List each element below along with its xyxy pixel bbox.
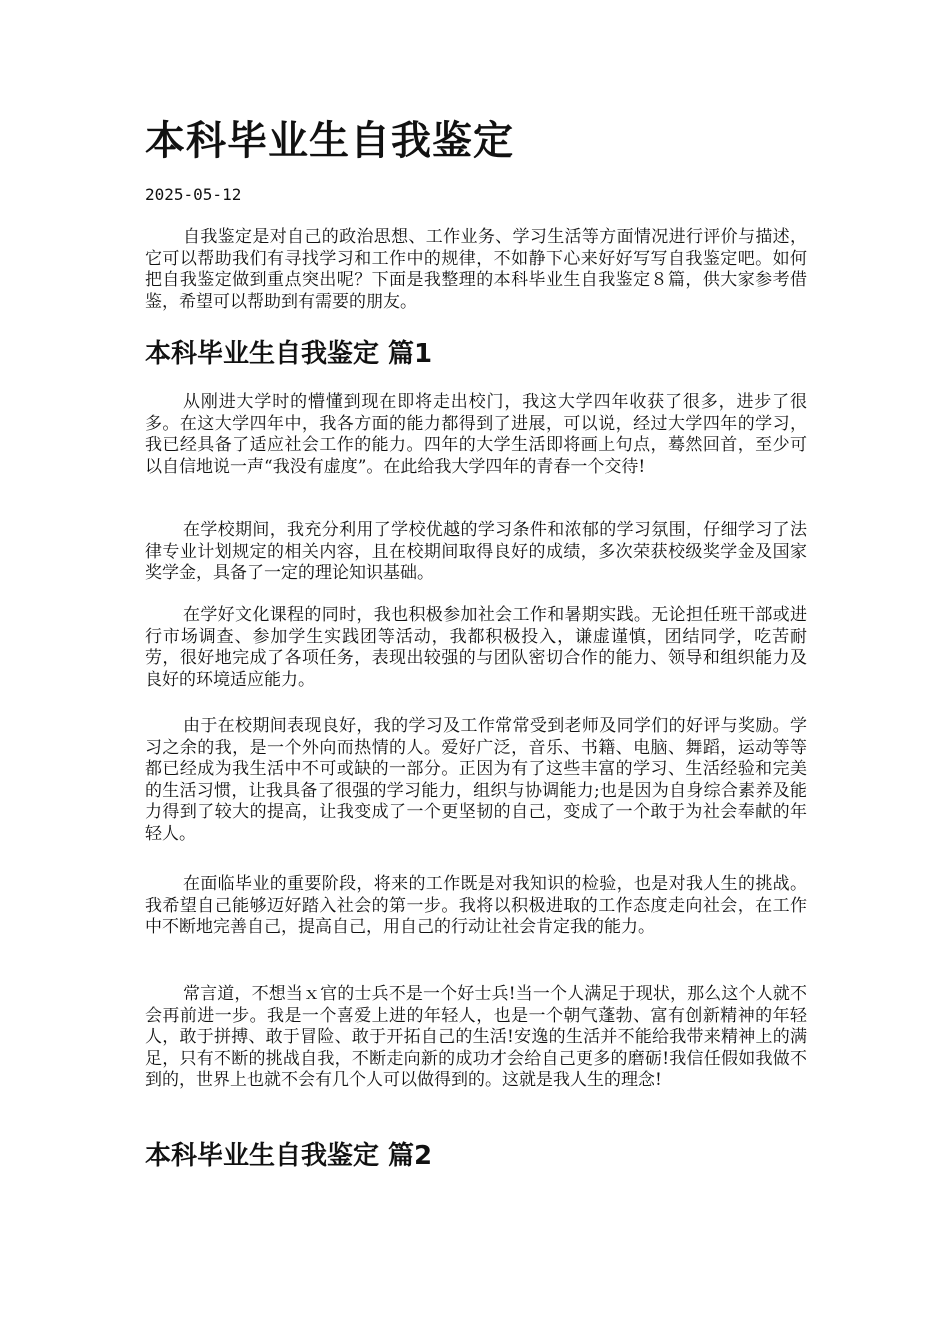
section-heading-2: 本科毕业生自我鉴定 篇2 (145, 1141, 433, 1171)
section-heading-1: 本科毕业生自我鉴定 篇1 (145, 339, 433, 369)
document-title: 本科毕业生自我鉴定 (145, 118, 514, 164)
section-1-paragraph-6: 常言道，不想当ｘ官的士兵不是一个好士兵!当一个人满足于现状，那么这个人就不会再前进一步。我是一个喜爱上进的年轻人，也是一个朝气蓬勃、富有创新精神的年轻人，敢于拼搏、敢于冒险、敢于开拓自己的生活!安逸的生活并不能给我带来精神上的满足，只有不断的挑战自我，不断走向新的成功才会给自己更多的磨砺!我信任假如我做不到的，世界上也就不会有几个人可以做得到的。这就是我人生的理念! (145, 984, 807, 1090)
section-1-paragraph-4: 由于在校期间表现良好，我的学习及工作常常受到老师及同学们的好评与奖励。学习之余的我，是一个外向而热情的人。爱好广泛，音乐、书籍、电脑、舞蹈，运动等等都已经成为我生活中不可或缺的一部分。正因为有了这些丰富的学习、生活经验和完美的生活习惯，让我具备了很强的学习能力，组织与协调能力;也是因为自身综合素养及能力得到了较大的提高，让我变成了一个更坚韧的自己，变成了一个敢于为社会奉献的年轻人。 (145, 716, 807, 844)
publish-date: 2025-05-12 (145, 185, 242, 204)
intro-paragraph: 自我鉴定是对自己的政治思想、工作业务、学习生活等方面情况进行评价与描述，它可以帮助我们有寻找学习和工作中的规律，不如静下心来好好写写自我鉴定吧。如何把自我鉴定做到重点突出呢？下面是我整理的本科毕业生自我鉴定８篇，供大家参考借鉴，希望可以帮助到有需要的朋友。 (145, 227, 807, 312)
section-1-paragraph-1: 从刚进大学时的懵懂到现在即将走出校门，我这大学四年收获了很多，进步了很多。在这大学四年中，我各方面的能力都得到了进展，可以说，经过大学四年的学习，我已经具备了适应社会工作的能力。四年的大学生活即将画上句点，蓦然回首，至少可以自信地说一声“我没有虚度”。在此给我大学四年的青春一个交待! (145, 392, 807, 477)
section-1-paragraph-3: 在学好文化课程的同时，我也积极参加社会工作和暑期实践。无论担任班干部或进行市场调查、参加学生实践团等活动，我都积极投入，谦虚谨慎，团结同学，吃苦耐劳，很好地完成了各项任务，表现出较强的与团队密切合作的能力、领导和组织能力及良好的环境适应能力。 (145, 605, 807, 690)
section-1-paragraph-5: 在面临毕业的重要阶段，将来的工作既是对我知识的检验，也是对我人生的挑战。我希望自己能够迈好踏入社会的第一步。我将以积极进取的工作态度走向社会，在工作中不断地完善自己，提高自己，用自己的行动让社会肯定我的能力。 (145, 874, 807, 937)
section-1-paragraph-2: 在学校期间，我充分利用了学校优越的学习条件和浓郁的学习氛围，仔细学习了法律专业计划规定的相关内容，且在校期间取得良好的成绩，多次荣获校级奖学金及国家奖学金，具备了一定的理论知识基础。 (145, 520, 807, 583)
